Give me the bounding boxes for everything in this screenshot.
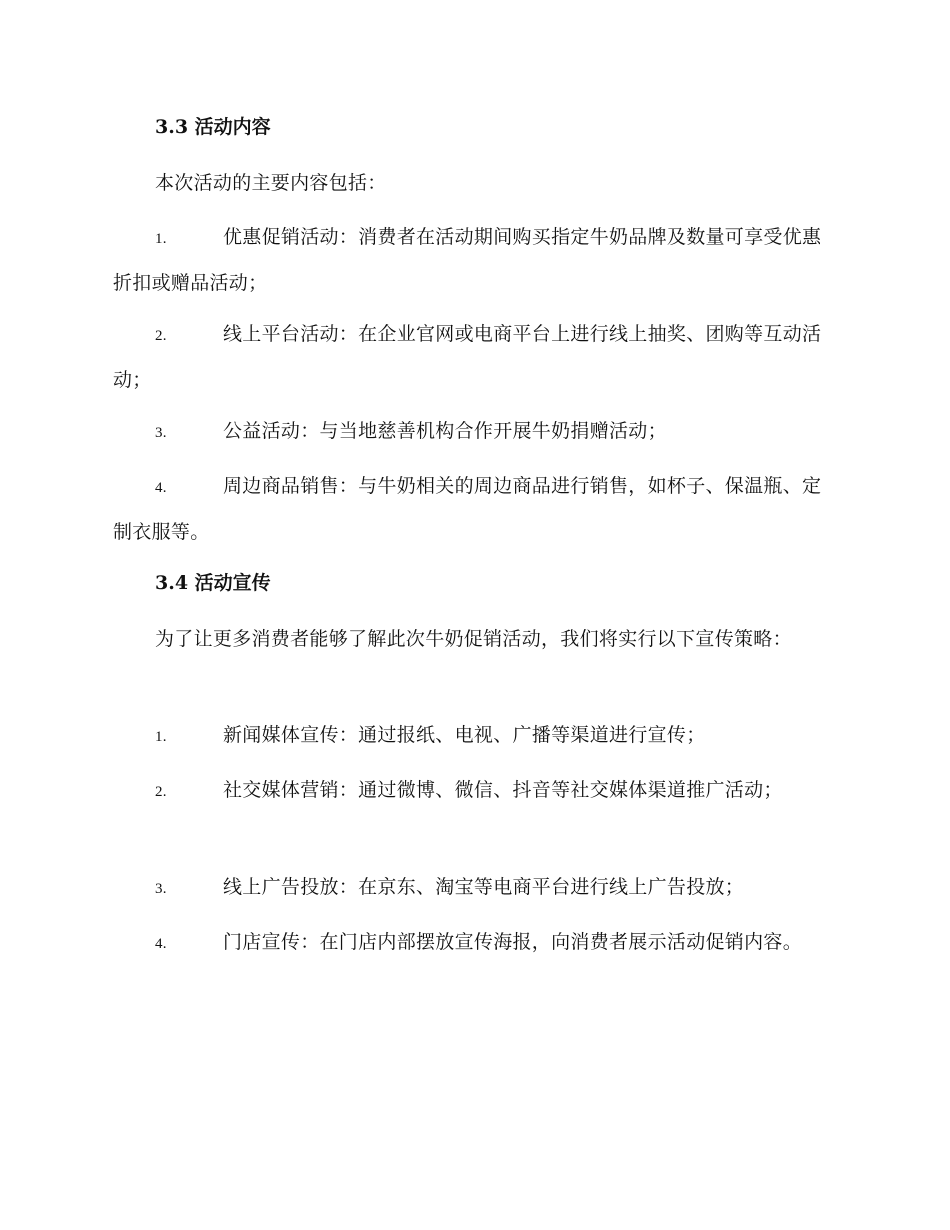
list-item-number: 1. [155,729,167,745]
list-item-number: 4. [155,480,167,496]
section-heading-3-3: 3.3 活动内容 [155,116,271,138]
section-heading-3-4: 3.4 活动宣传 [155,572,271,594]
section-intro-3-3: 本次活动的主要内容包括： [155,172,387,194]
list-item-text: 优惠促销活动：消费者在活动期间购买指定牛奶品牌及数量可享受优惠折扣或赠品活动； [113,226,822,294]
list-item-text: 周边商品销售：与牛奶相关的周边商品进行销售，如杯子、保温瓶、定制衣服等。 [113,475,822,543]
list-item-text: 新闻媒体宣传：通过报纸、电视、广播等渠道进行宣传； [223,724,706,746]
list-item-text: 门店宣传：在门店内部摆放宣传海报，向消费者展示活动促销内容。 [223,931,803,953]
list-item-text: 线上广告投放：在京东、淘宝等电商平台进行线上广告投放； [223,876,745,898]
list-item-number: 2. [155,328,167,344]
list-item-number: 4. [155,936,167,952]
list-item [113,768,835,814]
list-item-number: 3. [155,881,167,897]
list-item-text: 线上平台活动：在企业官网或电商平台上进行线上抽奖、团购等互动活动； [113,323,822,391]
list-item-text: 公益活动：与当地慈善机构合作开展牛奶捐赠活动； [223,420,667,442]
list-item [113,409,835,455]
list-item [113,215,835,305]
list-item [113,713,835,759]
list-item-text: 社交媒体营销：通过微博、微信、抖音等社交媒体渠道推广活动； [223,779,783,801]
list-item [113,312,835,402]
list-item-number: 2. [155,784,167,800]
list-item-number: 1. [155,231,167,247]
section-intro-3-4: 为了让更多消费者能够了解此次牛奶促销活动，我们将实行以下宣传策略： [155,628,792,650]
list-item [113,865,835,911]
list-item-number: 3. [155,425,167,441]
list-item [113,920,835,966]
list-item [113,464,835,554]
